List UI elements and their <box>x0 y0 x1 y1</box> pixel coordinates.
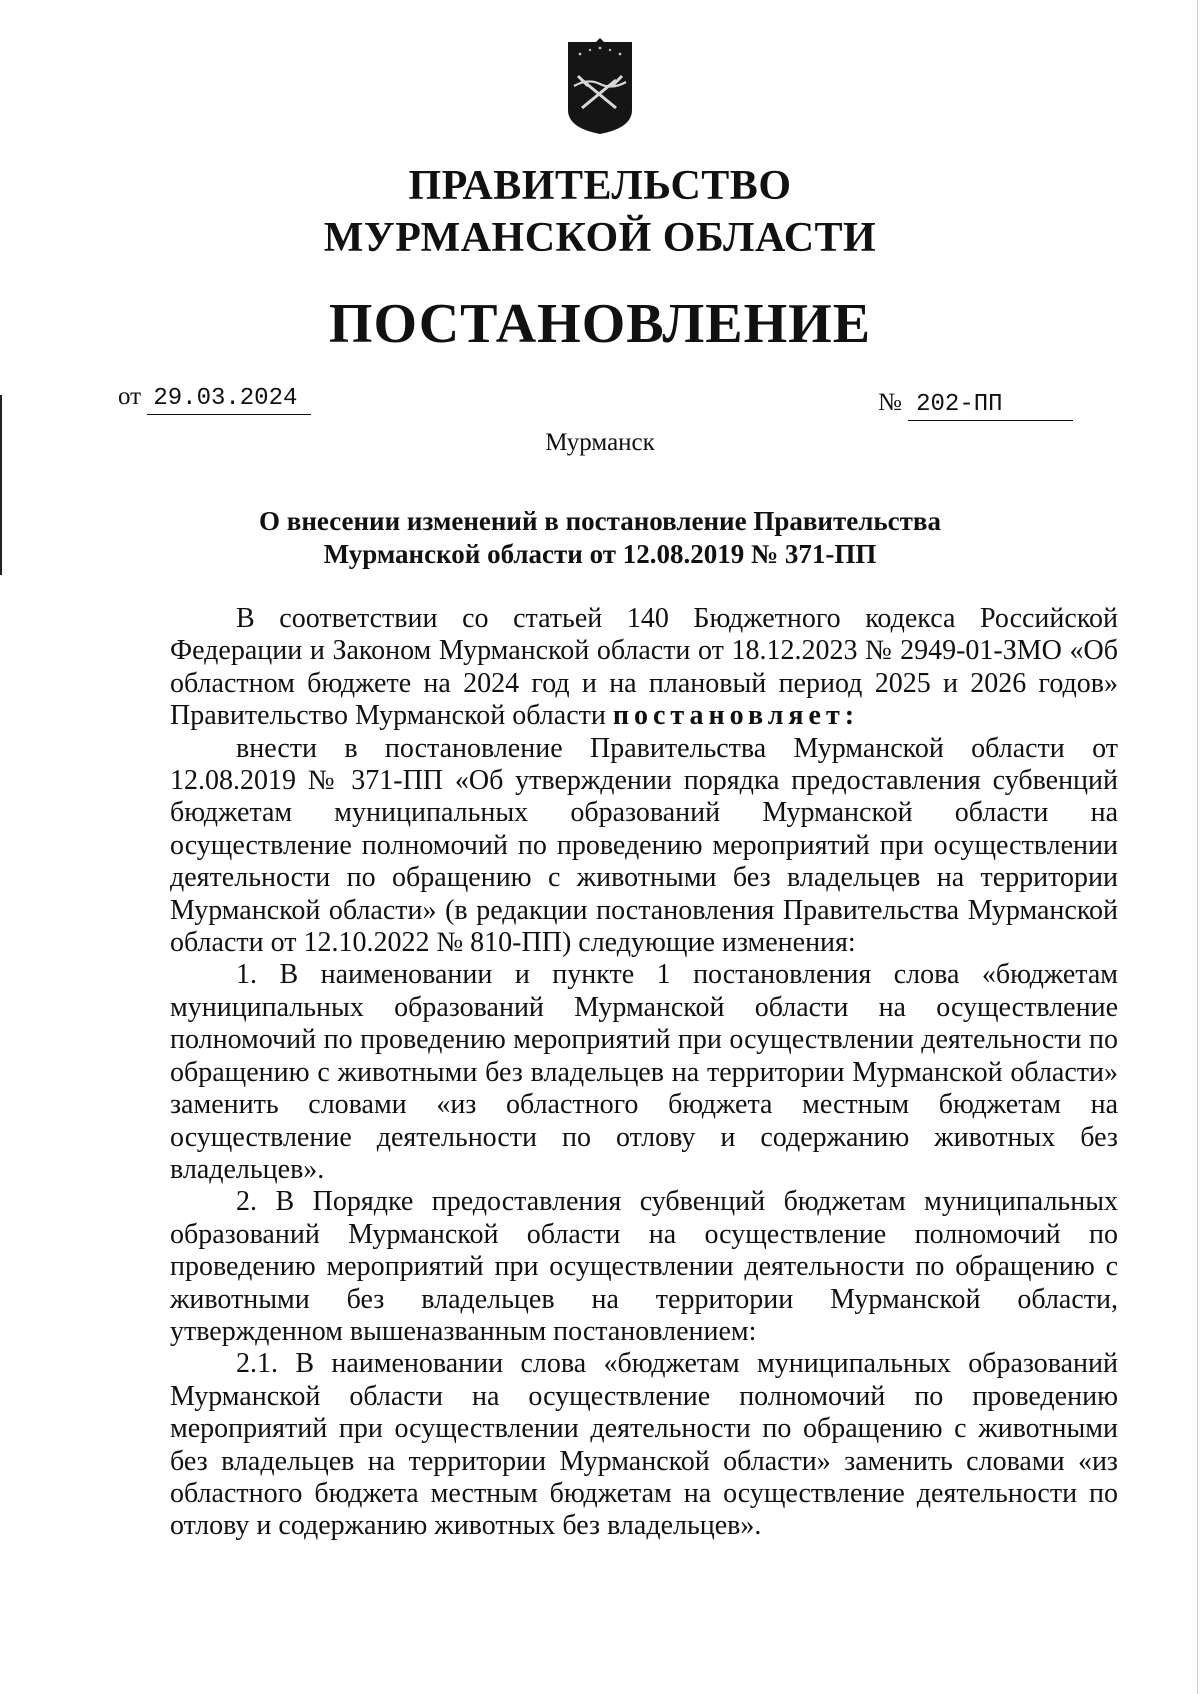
document-title-line1: О внесении изменений в постановление Правительства <box>259 506 941 536</box>
document-title <box>150 505 1050 571</box>
item-2-1-paragraph: 2.1. В наименовании слова «бюджетам муниципальных образований Мурманской области на осуществление полномочий по проведению мероприятий при осуществлении деятельности по обращению с животными без владельцев на территории Мурманской области» заменить словами «из областного бюджета местным бюджетам на осуществление деятельности по отлову и содержанию животных без владельцев». <box>170 1348 1118 1542</box>
document-date <box>118 382 311 415</box>
document-type: ПОСТАНОВЛЕНИЕ <box>328 293 872 355</box>
government-name <box>0 160 1200 264</box>
scan-edge-mark <box>0 395 2 575</box>
number-value: 202-ПП <box>908 390 1072 421</box>
item-2-paragraph: 2. В Порядке предоставления субвенций бюджетам муниципальных образований Мурманской области на осуществление полномочий по проведению мероприятий при осуществлении деятельности по обращению с животными без владельцев на территории Мурманской области, утвержденном вышеназванным постановлением: <box>170 1186 1118 1347</box>
preamble-text: В соответствии со статьей 140 Бюджетного кодекса Российской Федерации и Законом Мурманской области от 18.12.2023 № 2949-01-ЗМО «Об областном бюджете на 2024 год и на плановый период 2025 и 2026 годов» Правительство Мурманской области <box>170 603 1118 732</box>
intro-paragraph: внести в постановление Правительства Мурманской области от 12.08.2019 № 371-ПП «Об утверждении порядка предоставления субвенций бюджетам муниципальных образований Мурманской области на осуществление полномочий по проведению мероприятий при осуществлении деятельности по обращению с животными без владельцев на территории Мурманской области» (в редакции постановления Правительства Мурманской области от 12.10.2022 № 810-ПП) следующие изменения: <box>170 732 1118 959</box>
document-number <box>878 388 1073 421</box>
item-1-paragraph: 1. В наименовании и пункте 1 постановления слова «бюджетам муниципальных образований Мурманской области на осуществление полномочий по проведению мероприятий при осуществлении деятельности по обращению с животными без владельцев на территории Мурманской области» заменить словами «из областного бюджета местным бюджетам на осуществление деятельности по отлову и содержанию животных без владельцев». <box>170 959 1118 1185</box>
date-value: 29.03.2024 <box>147 384 311 415</box>
preamble-paragraph <box>170 603 1118 733</box>
coat-of-arms-icon <box>566 36 634 136</box>
government-name-line2: МУРМАНСКОЙ ОБЛАСТИ <box>323 215 877 261</box>
number-prefix: № <box>878 389 902 416</box>
date-prefix: от <box>118 383 142 410</box>
government-name-line1: ПРАВИТЕЛЬСТВО <box>408 163 792 209</box>
decree-word: постановляет: <box>612 700 860 732</box>
issue-city: Мурманск <box>545 429 655 456</box>
document-title-line2: Мурманской области от 12.08.2019 № 371-ПП <box>323 539 877 569</box>
document-body <box>170 603 1118 1543</box>
